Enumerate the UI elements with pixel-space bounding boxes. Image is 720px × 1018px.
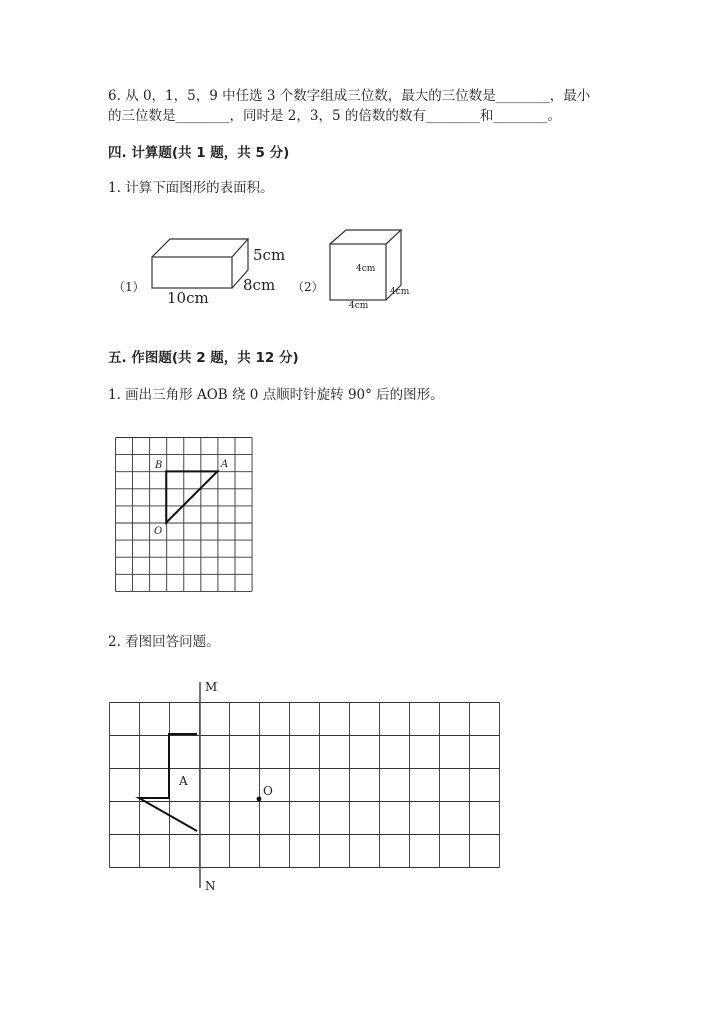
axis-m-label: M: [205, 680, 218, 694]
cuboid-front-face: [152, 257, 232, 288]
axis-n-label: N: [205, 879, 216, 893]
section5-q2: 2. 看图回答问题。: [108, 634, 220, 650]
cuboid-length-label: 10cm: [167, 289, 209, 307]
shape-a: [139, 734, 197, 831]
point-o-label: O: [263, 784, 273, 798]
cuboid-height-label: 5cm: [253, 246, 286, 264]
triangle-aob: [166, 471, 217, 522]
section4-q1: 1. 计算下面图形的表面积。: [108, 180, 274, 196]
cube-front-label: 4cm: [356, 264, 376, 274]
section5-q1: 1. 画出三角形 AOB 绕 0 点顺时针旋转 90° 后的图形。: [108, 387, 444, 403]
shape-a-label: A: [179, 774, 188, 788]
cuboid-depth-label: 8cm: [243, 276, 276, 294]
cuboid-figure: [140, 230, 300, 310]
cube-top-face: [330, 230, 401, 244]
cuboid-top-face: [152, 239, 248, 257]
section5-title: 五. 作图题(共 2 题，共 12 分): [108, 350, 299, 366]
cube-figure: [322, 224, 422, 314]
q6-line2: 的三位数是________，同时是 2，3，5 的倍数的数有________和________。: [108, 108, 561, 124]
point-o-label: O: [154, 526, 163, 537]
cube-bottom-label: 4cm: [349, 301, 369, 311]
point-b-label: B: [155, 460, 163, 471]
symmetry-grid: [109, 678, 504, 893]
q6-line1: 6. 从 0，1，5，9 中任选 3 个数字组成三位数，最大的三位数是________，最小: [108, 88, 591, 104]
section4-title: 四. 计算题(共 1 题，共 5 分): [108, 145, 290, 161]
point-a-label: A: [221, 459, 229, 470]
fig1-label: （1）: [113, 280, 145, 294]
fig2-label: （2）: [292, 280, 324, 294]
cube-side-label: 4cm: [390, 287, 410, 297]
rotation-grid: [115, 437, 255, 592]
point-o: [257, 797, 262, 802]
